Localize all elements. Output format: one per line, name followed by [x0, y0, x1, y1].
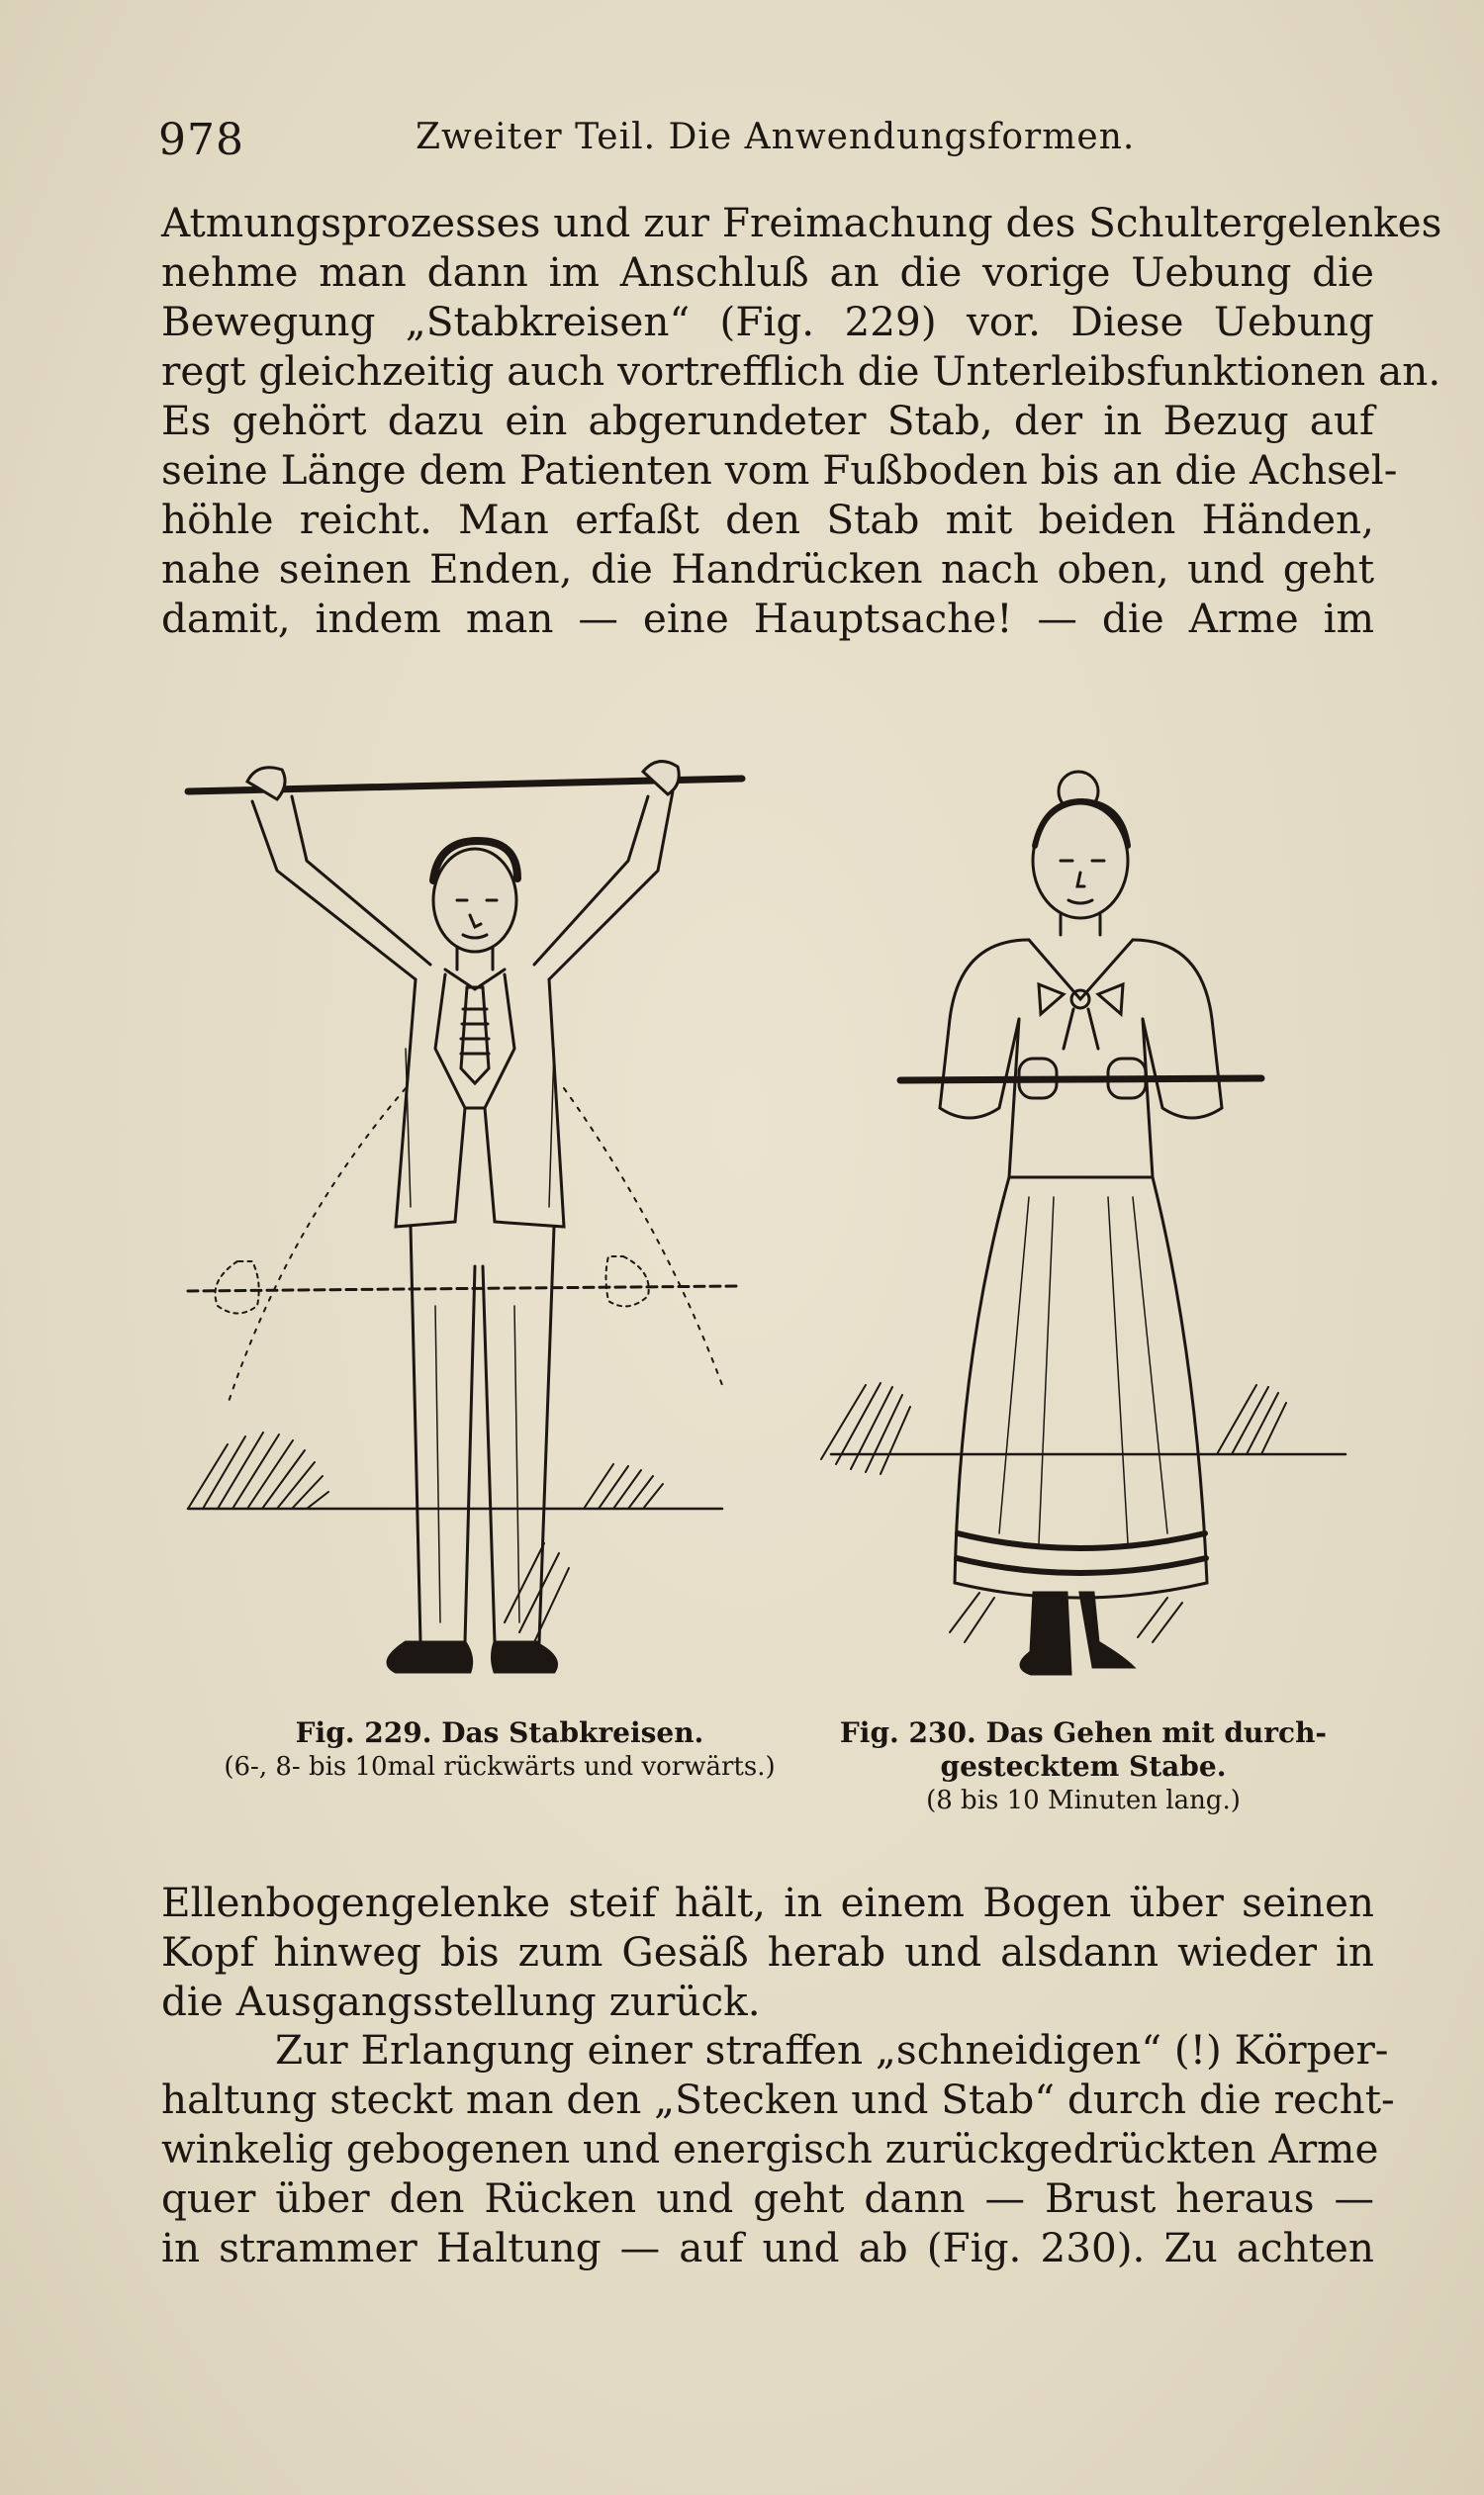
text-line: Atmungsprozesses und zur Freimachung des Schultergelenkes	[161, 199, 1442, 246]
woman-with-staff-drawing	[811, 762, 1365, 1702]
text-line: haltung steckt man den „Stecken und Stab“ durch die recht-	[161, 2076, 1395, 2123]
text-line: nahe seinen Enden, die Handrücken nach oben, und geht	[161, 545, 1374, 593]
page-number: 978	[158, 115, 244, 165]
text-line: Es gehört dazu ein abgerundeter Stab, der in Bezug auf	[161, 397, 1374, 444]
running-head: Zweiter Teil. Die Anwendungsformen.	[416, 117, 1136, 157]
text-line: höhle reicht. Man erfaßt den Stab mit beiden Händen,	[161, 496, 1374, 543]
figure-229-caption	[183, 1716, 816, 1784]
figure-230-title-line2: gestecktem Stabe.	[940, 1750, 1227, 1783]
paragraph-top	[161, 198, 1442, 643]
paragraph-continued	[161, 1878, 1374, 2026]
text-line: Kopf hinweg bis zum Gesäß herab und alsdann wieder in	[161, 1928, 1374, 1976]
figure-229-title: Fig. 229. Das Stabkreisen.	[295, 1716, 704, 1749]
figure-230-subtitle: (8 bis 10 Minuten lang.)	[926, 1786, 1241, 1815]
text-line: Ellenbogengelenke steif hält, in einem Bogen über seinen	[161, 1879, 1374, 1926]
text-line: Zur Erlangung einer straffen „schneidigen“ (!) Körper-	[275, 2026, 1389, 2074]
text-line: in strammer Haltung — auf und ab (Fig. 230). Zu achten	[161, 2224, 1374, 2271]
page-header	[158, 107, 1375, 166]
figure-230-illustration	[811, 762, 1365, 1702]
text-line: winkelig gebogenen und energisch zurückgedrückten Arme	[161, 2125, 1379, 2172]
figure-230-title-line1: Fig. 230. Das Gehen mit durch-	[839, 1716, 1328, 1749]
text-line: quer über den Rücken und geht dann — Brust heraus —	[161, 2174, 1374, 2222]
figure-230-caption	[796, 1716, 1370, 1817]
text-line: damit, indem man — eine Hauptsache! — die Arme im	[161, 595, 1374, 642]
text-line: nehme man dann im Anschluß an die vorige Uebung die	[161, 248, 1374, 296]
figure-229-illustration	[168, 752, 782, 1702]
text-line: regt gleichzeitig auch vortrefflich die Unterleibsfunktionen an.	[161, 347, 1441, 395]
text-line: seine Länge dem Patienten vom Fußboden bis an die Achsel-	[161, 446, 1398, 494]
figure-229-subtitle: (6-, 8- bis 10mal rückwärts und vorwärts.)	[224, 1752, 776, 1782]
man-with-staff-drawing	[168, 752, 782, 1702]
text-line: Bewegung „Stabkreisen“ (Fig. 229) vor. Diese Uebung	[161, 298, 1374, 345]
text-line: die Ausgangsstellung zurück.	[161, 1978, 761, 2025]
paragraph-bottom	[161, 2025, 1395, 2272]
